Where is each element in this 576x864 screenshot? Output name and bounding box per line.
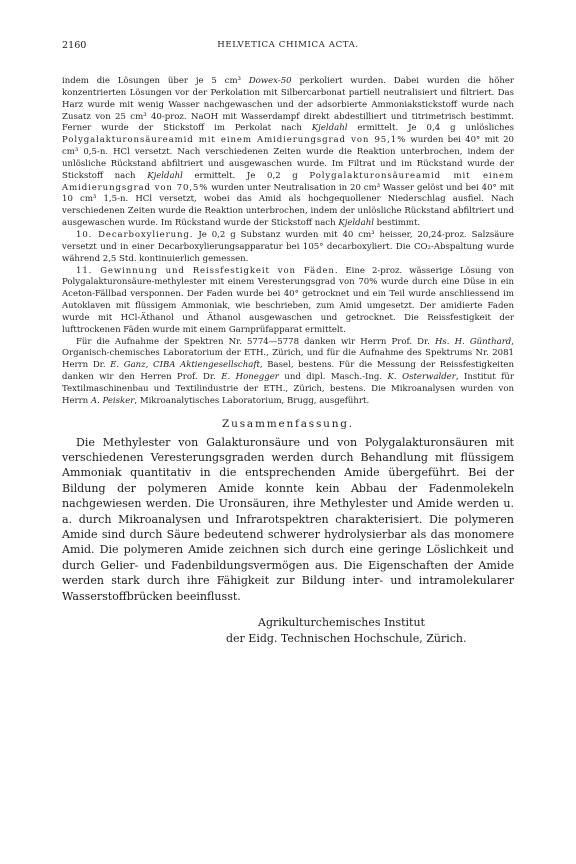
- person-name: A. Peisker: [90, 395, 135, 406]
- summary-heading: Zusammenfassung.: [222, 417, 354, 430]
- person-name: E. Ganz, CIBA Aktiengesellschaft: [110, 360, 260, 371]
- person-name: Hs. H. Günthard: [434, 336, 512, 347]
- person-name: K. Osterwalder: [387, 372, 456, 383]
- method-name: Kjeldahl: [338, 218, 374, 229]
- summary-text: Die Methylester von Galakturonsäure und von Polygalakturonsäuren mit verschiedenen Veresterungsgraden werden durch Behandlung mit flüssigem Ammoniak quantitativ in die entsprechenden Amide übergeführt. Bei der Bildung der polymeren Amide konnte kein Abbau der Fadenmolekeln nachgewiesen werden. Die Uronsäuren, ihre Methylester und Amide werden u. a. durch Mikroanalysen und Infrarotspektren charakterisiert. Die polymeren Amide sind durch Säure bedeutend schwerer hydrolysierbar als das monomere Amid. Die polymeren Amide zeichnen sich durch eine geringe Löslichkeit und durch Gelier- und Fadenbildungsvermögen aus. Die Eigenschaften der Amide werden stark durch ihre Fähigkeit zur Bildung inter- und intramolekularer Wasserstoffbrücken beeinflusst.: [62, 435, 514, 603]
- affiliation: [62, 615, 514, 647]
- method-name: Kjeldahl: [147, 170, 183, 181]
- experimental-section: [62, 76, 514, 408]
- acknowledgements: Für die Aufnahme der Spektren Nr. 5774—5778 danken wir Herrn Prof. Dr. Hs. H. Günthard, Organisch-chemisches Laboratorium der ETH., Zürich, und für die Aufnahme des Spektrums Nr. 2081 Herrn Dr. E. Ganz, CIBA Aktiengesellschaft, Basel, bestens. Für die Messung der Reissfestigkeiten danken wir den Herren Prof. Dr. E. Honegger und dipl. Masch.-Ing. K. Osterwalder, Institut für Textilmaschinenbau und Textilindustrie der ETH., Zürich, bestens. Die Mikroanalysen wurden von Herrn A. Peisker, Mikroanalytisches Laboratorium, Brugg, ausgeführt.: [62, 336, 515, 406]
- section-heading-10: 10. Decarboxylierung.: [76, 229, 194, 240]
- person-name: E. Honegger: [221, 372, 279, 383]
- page-number: 2160: [62, 40, 87, 51]
- emphasized-sample-2: Polygalakturonsäureamid mit einem Amidierungsgrad von 70,5%: [62, 170, 514, 193]
- paragraph-hydrolysis: indem die Lösungen über je 5 cm³ Dowex-50 perkoliert wurden. Dabei wurden die höher konzentrierten Lösungen vor der Perkolation mit Silbercarbonat partiell neutralisiert und filtriert. Das Harz wurde mit wenig Wasser nachgewaschen und der adsorbierte Ammoniakstickstoff wurde nach Zusatz von 25 cm³ 40-proz. NaOH mit Wasserdampf direkt abdestilliert und titrimetrisch bestimmt. Ferner wurde der Stickstoff im Perkolat nach Kjeldahl ermittelt. Je 0,4 g unlösliches Polygalakturonsäureamid mit einem Amidierungsgrad von 95,1% wurden bei 40° mit 20 cm³ 0,5-n. HCl versetzt. Nach verschiedenen Zeiten wurde die Reaktion unterbrochen, indem der unlösliche Rückstand abfiltriert und ausgewaschen wurde. Im Filtrat und im Rückstand wurde der Stickstoff nach Kjeldahl ermittelt. Je 0,2 g Polygalakturonsäureamid mit einem Amidierungsgrad von 70,5% wurden unter Neutralisation in 20 cm³ Wasser gelöst und bei 40° mit 10 cm³ 1,5-n. HCl versetzt, wobei das Amid als hochgequollener Niederschlag ausfiel. Nach verschiedenen Zeiten wurde die Reaktion unterbrochen, indem der unlösliche Rückstand abfiltriert und ausgewaschen wurde. Im Rückstand wurde der Stickstoff nach Kjeldahl bestimmt.: [62, 76, 514, 229]
- paragraph-decarboxylation: 10. Decarboxylierung. Je 0,2 g Substanz wurden mit 40 cm³ heisser, 20,24-proz. Salzsäure versetzt und in einer Decarboxylierungsapparatur bei 105° decarboxyliert. Die CO₂-Abspaltung wurde während 2,5 Std. kontinuierlich gemessen.: [62, 229, 514, 264]
- resin-name: Dowex-50: [248, 76, 292, 86]
- institute-name: Agrikulturchemisches Institut: [258, 616, 425, 630]
- emphasized-sample-1: Polygalakturonsäureamid mit einem Amidierungsgrad von 95,1%: [62, 135, 407, 146]
- section-heading-11: 11. Gewinnung und Reissfestigkeit von Fäden.: [76, 265, 339, 276]
- journal-title: HELVETICA CHIMICA ACTA.: [217, 40, 359, 50]
- journal-page: [62, 40, 514, 647]
- running-header: [62, 40, 514, 56]
- paragraph-fibers: 11. Gewinnung und Reissfestigkeit von Fäden. Eine 2-proz. wässerige Lösung von Polygalakturonsäure-methylester mit einem Veresterungsgrad von 70% wurde durch eine Düse in ein Aceton-Fällbad versponnen. Der Faden wurde bei 40° getrocknet und ein Teil wurde anschliessend im Autoklaven mit flüssigem Ammoniak, wie beschrieben, zum Amid umgesetzt. Der amidierte Faden wurde mit HCl-Äthanol und Äthanol ausgewaschen und getrocknet. Die Reissfestigkeit der lufttrockenen Fäden wurde mit einem Garnprüfapparat ermittelt.: [62, 265, 514, 335]
- method-name: Kjeldahl: [311, 123, 348, 134]
- university-name: der Eidg. Technischen Hochschule, Zürich.: [226, 632, 467, 646]
